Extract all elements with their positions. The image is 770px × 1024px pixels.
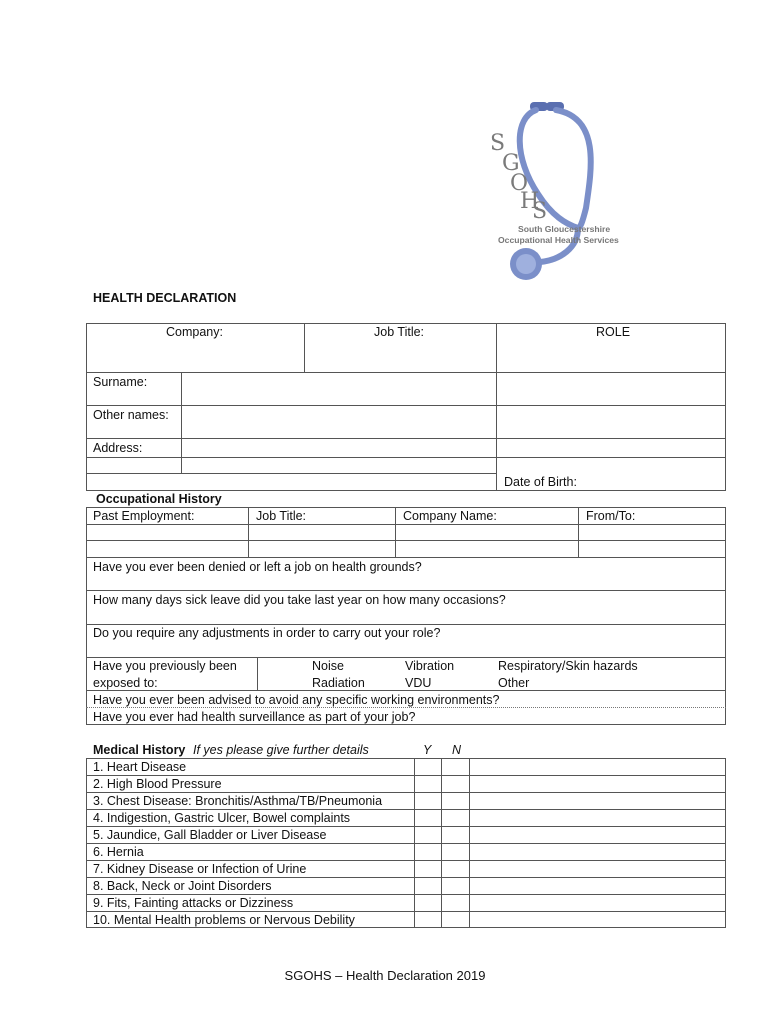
medical-history-subheading: If yes please give further details (193, 743, 369, 757)
exposure-other: Other (498, 676, 530, 690)
exposure-noise: Noise (312, 659, 344, 673)
medical-item: 10. Mental Health problems or Nervous Debility (93, 913, 355, 927)
medical-item: 5. Jaundice, Gall Bladder or Liver Disease (93, 828, 327, 842)
exposure-respiratory: Respiratory/Skin hazards (498, 659, 638, 673)
surname-label: Surname: (93, 375, 148, 389)
no-column-label: N (452, 743, 462, 757)
medical-item: 8. Back, Neck or Joint Disorders (93, 879, 272, 893)
q-health-surveillance: Have you ever had health surveillance as part of your job? (93, 710, 416, 724)
occupational-history-heading: Occupational History (96, 492, 222, 506)
q-sick-leave: How many days sick leave did you take last year on how many occasions? (93, 593, 506, 607)
medical-item: 9. Fits, Fainting attacks or Dizziness (93, 896, 294, 910)
svg-text:O: O (510, 171, 529, 196)
exposure-radiation: Radiation (312, 676, 365, 690)
dob-label: Date of Birth: (504, 475, 577, 489)
medical-item: 1. Heart Disease (93, 760, 187, 774)
exposed-label-2: exposed to: (93, 676, 158, 690)
stethoscope-logo-icon (480, 98, 670, 288)
col-job-title: Job Title: (256, 509, 307, 523)
exposure-vdu: VDU (405, 676, 432, 690)
svg-text:S: S (532, 199, 548, 224)
company-label: Company: (166, 325, 223, 339)
q-advised-avoid: Have you ever been advised to avoid any specific working environments? (93, 693, 500, 707)
q-denied-job: Have you ever been denied or left a job on health grounds? (93, 560, 422, 574)
svg-text:Occupational Health Services: Occupational Health Services (498, 235, 619, 245)
address-label: Address: (93, 441, 143, 455)
exposed-label-1: Have you previously been (93, 659, 237, 673)
yes-column-label: Y (423, 743, 432, 757)
medical-item: 6. Hernia (93, 845, 144, 859)
exposure-vibration: Vibration (405, 659, 455, 673)
svg-text:H: H (520, 189, 540, 214)
page-footer: SGOHS – Health Declaration 2019 (284, 968, 486, 983)
medical-item: 2. High Blood Pressure (93, 777, 222, 791)
page-title: HEALTH DECLARATION (93, 291, 237, 305)
logo-letter-s1: S (490, 131, 506, 156)
svg-text:South Gloucestershire: South Gloucestershire (518, 224, 611, 234)
personal-details-table (86, 323, 726, 491)
medical-item: 4. Indigestion, Gastric Ulcer, Bowel complaints (93, 811, 351, 825)
medical-item: 7. Kidney Disease or Infection of Urine (93, 862, 307, 876)
other-names-label: Other names: (93, 408, 169, 422)
medical-item: 3. Chest Disease: Bronchitis/Asthma/TB/Pneumonia (93, 794, 383, 808)
sgohs-logo (480, 98, 670, 288)
svg-text:G: G (502, 151, 520, 176)
col-past-employment: Past Employment: (93, 509, 195, 523)
q-adjustments: Do you require any adjustments in order to carry out your role? (93, 626, 441, 640)
job-title-label: Job Title: (374, 325, 425, 339)
medical-history-heading: Medical History (93, 743, 186, 757)
col-company-name: Company Name: (403, 509, 497, 523)
role-label: ROLE (596, 325, 631, 339)
col-from-to: From/To: (586, 509, 636, 523)
